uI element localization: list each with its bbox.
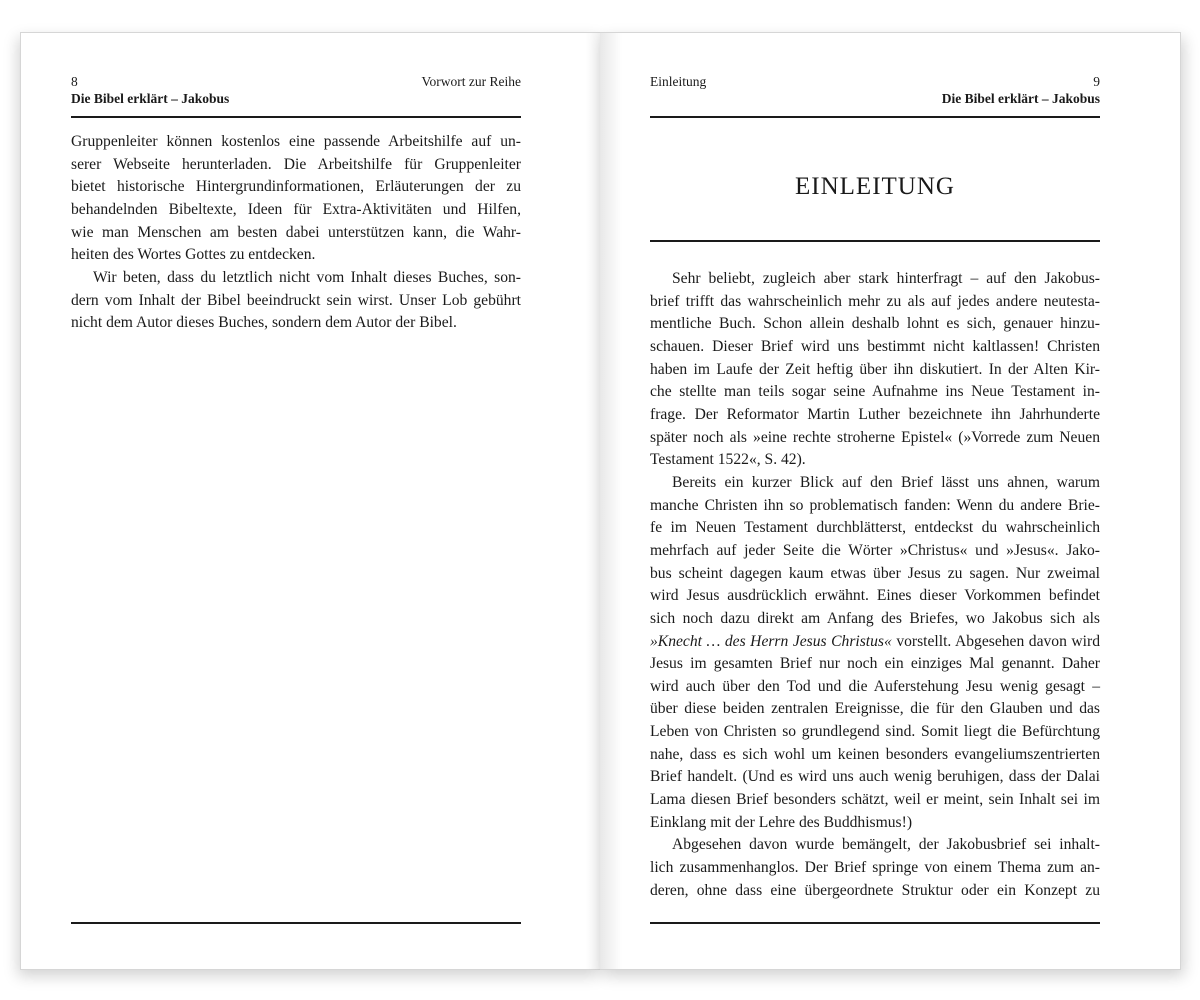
body-text bbox=[650, 268, 1100, 902]
text-line: dern vom Inhalt der Bibel beeindruckt sein wirst. Unser Lob gebührt bbox=[71, 291, 521, 309]
text-line: Jesus im gesamten Brief nur noch ein einziges Mal genannt. Daher bbox=[650, 655, 1100, 673]
book-title: Die Bibel erklärt – Jakobus bbox=[941, 91, 1100, 106]
footer-rule bbox=[650, 922, 1100, 924]
text-line: brief trifft das wahrscheinlich mehr zu als auf jedes andere neutesta- bbox=[650, 292, 1100, 310]
line-text: vorstellt. Abgesehen davon wird bbox=[891, 632, 1101, 650]
text-line: Gruppenleiter können kostenlos eine passende Arbeitshilfe auf un- bbox=[71, 133, 521, 150]
text-line: lich zusammenhanglos. Der Brief springe von einem Thema zum an- bbox=[650, 859, 1100, 877]
header-rule bbox=[71, 116, 521, 118]
text-line: wird auch über den Tod und die Auferstehung Jesu wenig gesagt – bbox=[650, 677, 1100, 695]
text-line: nicht dem Autor dieses Buches, sondern dem Autor der Bibel. bbox=[71, 314, 457, 332]
text-line bbox=[650, 631, 1100, 654]
chapter-rule bbox=[650, 240, 1100, 242]
text-line: frage. Der Reformator Martin Luther bezeichnete ihn Jahrhunderte bbox=[650, 405, 1100, 423]
text-line: Lama diesen Brief besonders schätzt, weil er meint, sein Inhalt sei im bbox=[650, 791, 1100, 809]
text-line: wird Jesus ausdrücklich erwähnt. Eines dieser Vorkommen befindet bbox=[650, 587, 1100, 605]
text-line: später noch als »eine rechte stroherne Epistel« (»Vorrede zum Neuen bbox=[650, 428, 1100, 446]
text-line: Brief handelt. (Und es wird uns auch wenig beruhigen, dass der Dalai bbox=[650, 768, 1100, 786]
chapter-title: EINLEITUNG bbox=[795, 173, 955, 200]
text-line: über diese beiden zentralen Ereignisse, die für den Glauben und das bbox=[650, 700, 1100, 718]
text-line: haben im Laufe der Zeit heftig über ihn diskutiert. In der Alten Kir- bbox=[650, 360, 1100, 378]
text-line: Sehr beliebt, zugleich aber stark hinterfragt – auf den Jakobus- bbox=[672, 270, 1100, 287]
text-line: Wir beten, dass du letztlich nicht vom Inhalt dieses Buches, son- bbox=[93, 268, 521, 286]
page-number: 9 bbox=[1093, 74, 1100, 89]
text-line: fe im Neuen Testament durchblätterst, entdeckst du wahrscheinlich bbox=[650, 519, 1100, 537]
running-header bbox=[650, 73, 1100, 107]
running-header bbox=[71, 73, 521, 107]
left-page bbox=[20, 32, 601, 970]
book-title: Die Bibel erklärt – Jakobus bbox=[71, 91, 230, 106]
text-line: mentliche Buch. Schon allein deshalb lohnt es sich, genauer hinzu- bbox=[650, 315, 1100, 333]
text-line: heiten des Wortes Gottes zu entdecken. bbox=[71, 246, 316, 264]
header-rule bbox=[650, 116, 1100, 118]
text-line: Einklang mit der Lehre des Buddhismus!) bbox=[650, 813, 913, 831]
text-line: Bereits ein kurzer Blick auf den Brief lässt uns ahnen, warum bbox=[672, 473, 1100, 491]
body-text bbox=[71, 131, 521, 335]
text-line: che stellte man teils sogar seine Aufnahme ins Neue Testament in- bbox=[650, 383, 1100, 401]
italic-quote: »Knecht … des Herrn Jesus Christus« bbox=[650, 632, 892, 650]
text-line: bietet historische Hintergrundinformationen, Erläuterungen der zu bbox=[71, 178, 521, 196]
section-title: Vorwort zur Reihe bbox=[421, 74, 521, 89]
section-title: Einleitung bbox=[650, 74, 707, 89]
text-line: deren, ohne dass eine übergeordnete Struktur oder ein Konzept zu bbox=[650, 881, 1100, 899]
text-line: schauen. Dieser Brief wird uns bestimmt nicht kaltlassen! Christen bbox=[650, 337, 1100, 355]
text-line: sich noch dazu direkt am Anfang des Briefes, wo Jakobus sich als bbox=[650, 609, 1100, 627]
text-line: wie man Menschen am besten dabei unterstützen kann, die Wahr- bbox=[71, 223, 521, 241]
page-number: 8 bbox=[71, 74, 78, 89]
gutter-shadow bbox=[600, 33, 622, 969]
text-line: mehrfach auf jeder Seite die Wörter »Christus« und »Jesus«. Jako- bbox=[650, 541, 1100, 559]
text-line: nahe, dass es sich wohl um keinen besonders evangeliumszentrierten bbox=[650, 745, 1100, 763]
text-line: Leben von Christen so grundlegend sind. Somit liegt die Befürchtung bbox=[650, 723, 1100, 741]
footer-rule bbox=[71, 922, 521, 924]
text-line: serer Webseite herunterladen. Die Arbeitshilfe für Gruppenleiter bbox=[71, 155, 521, 173]
text-line: Abgesehen davon wurde bemängelt, der Jakobusbrief sei inhalt- bbox=[672, 836, 1100, 854]
text-line: bus scheint dagegen kaum etwas über Jesus zu sagen. Nur zweimal bbox=[650, 564, 1100, 582]
text-line: behandelnden Bibeltexte, Ideen für Extra-Aktivitäten und Hilfen, bbox=[71, 200, 521, 218]
gutter-shadow bbox=[585, 33, 601, 969]
right-page bbox=[600, 32, 1181, 970]
text-line: Testament 1522«, S. 42). bbox=[650, 451, 806, 469]
text-line: manche Christen ihn so problematisch fanden: Wenn du andere Brie- bbox=[650, 496, 1100, 514]
